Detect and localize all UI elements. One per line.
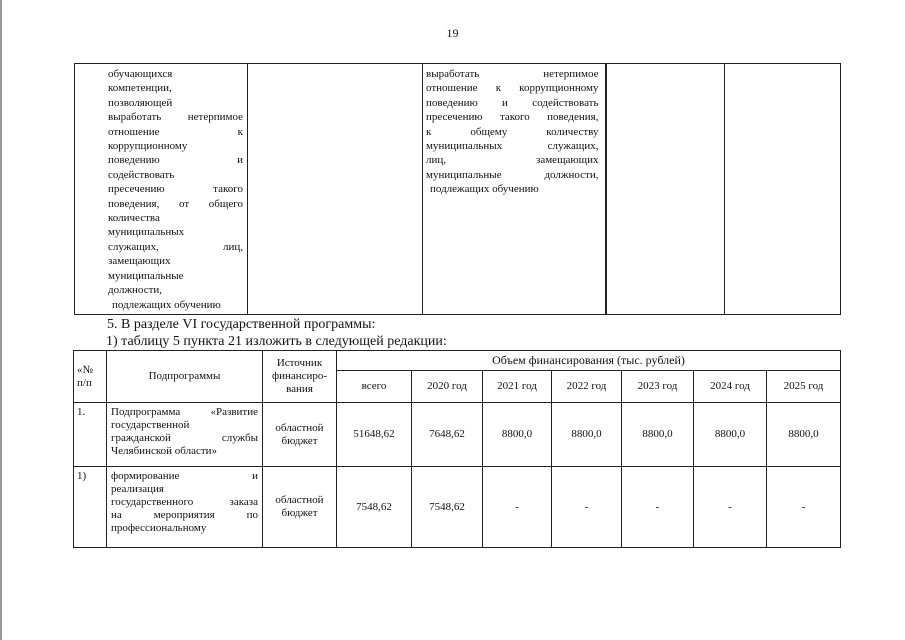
text-line: пресечению такого поведения,	[426, 111, 599, 124]
text-line: реализация	[111, 483, 164, 495]
value-2020: 7648,62	[412, 403, 483, 467]
page-number: 19	[446, 26, 459, 40]
value-total: 7548,62	[337, 467, 412, 548]
value-2025: 8800,0	[767, 403, 841, 467]
header-year: 2024 год	[694, 371, 767, 403]
text-line: профессиональному	[111, 522, 207, 534]
text-line: компетенции,	[108, 82, 172, 95]
row-subprogram-name	[107, 467, 263, 548]
text-line: содействовать	[108, 168, 175, 181]
value-2024: -	[694, 467, 767, 548]
text-line: муниципальных	[108, 226, 185, 239]
row-subprogram-name	[107, 403, 263, 467]
header-subprograms: Подпрограммы	[107, 351, 263, 403]
text-line: Подпрограмма «Развитие	[111, 406, 258, 418]
row-source	[263, 467, 337, 548]
value-2025: -	[767, 467, 841, 548]
header-year: 2023 год	[622, 371, 694, 403]
header-num-line: п/п	[77, 376, 92, 389]
value-2021: -	[483, 467, 552, 548]
empty-cell	[606, 64, 725, 315]
value-2022: 8800,0	[552, 403, 622, 467]
continued-indicators-table	[74, 63, 841, 315]
text-line: муниципальных служащих,	[426, 140, 599, 153]
empty-cell	[248, 64, 423, 315]
text-line: обучающихся	[108, 68, 173, 80]
header-num-line: «№	[77, 363, 93, 376]
text-line: муниципальные должности,	[426, 168, 599, 181]
text-line: выработать нетерпимое	[426, 68, 599, 80]
header-source-line: Источник	[276, 357, 323, 369]
header-source	[263, 351, 337, 403]
item-heading: 1) таблицу 5 пункта 21 изложить в следующей редакции:	[106, 334, 447, 349]
header-source-line: вания	[286, 383, 313, 395]
indicator-description-cell	[75, 64, 248, 315]
text-line: на мероприятия по	[111, 509, 258, 521]
value-2021: 8800,0	[483, 403, 552, 467]
value-2023: 8800,0	[622, 403, 694, 467]
text-line: гражданской службы	[111, 432, 258, 444]
text-line: подлежащих обучению	[112, 298, 221, 311]
financing-table	[73, 350, 841, 548]
header-year: 2025 год	[767, 371, 841, 403]
value-2024: 8800,0	[694, 403, 767, 467]
header-year: 2022 год	[552, 371, 622, 403]
text-line: отношение к коррупционному	[426, 82, 599, 95]
text-line: отношение к	[108, 125, 243, 138]
calculation-method-cell	[423, 64, 606, 315]
text-line: государственной	[111, 419, 190, 431]
text-line: лиц, замещающих	[426, 154, 599, 167]
table-row	[74, 403, 841, 467]
value-2022: -	[552, 467, 622, 548]
source-line: бюджет	[281, 507, 318, 519]
empty-cell	[725, 64, 841, 315]
source-line: областной	[275, 494, 324, 506]
text-line: поведения, от общего	[108, 197, 243, 210]
page-left-edge	[0, 0, 2, 640]
text-line: государственного заказа	[111, 496, 258, 508]
row-num: 1)	[74, 467, 107, 548]
text-line: должности,	[108, 284, 163, 297]
header-year: 2020 год	[412, 371, 483, 403]
text-line: количества	[108, 212, 160, 225]
source-line: бюджет	[281, 434, 318, 447]
text-line: подлежащих обучению	[430, 183, 539, 196]
header-year: всего	[337, 371, 412, 403]
text-line: Челябинской области»	[111, 445, 218, 457]
text-line: поведению и	[108, 154, 243, 167]
header-volume: Объем финансирования (тыс. рублей)	[337, 351, 841, 371]
text-line: формирование и	[111, 470, 258, 482]
text-line: замещающих	[108, 255, 171, 268]
section-heading: 5. В разделе VI государственной программы:	[107, 317, 376, 332]
text-line: поведению и содействовать	[426, 96, 599, 109]
row-source	[263, 403, 337, 467]
header-year: 2021 год	[483, 371, 552, 403]
text-line: муниципальные	[108, 269, 184, 282]
value-2023: -	[622, 467, 694, 548]
text-line: к общему количеству	[426, 125, 599, 138]
source-line: областной	[275, 421, 324, 434]
value-total: 51648,62	[337, 403, 412, 467]
text-line: выработать нетерпимое	[108, 111, 243, 124]
value-2020: 7548,62	[412, 467, 483, 548]
text-line: пресечению такого	[108, 183, 243, 196]
header-num	[74, 351, 107, 403]
header-source-line: финансиро-	[271, 370, 328, 382]
text-line: служащих, лиц,	[108, 240, 243, 253]
table-row	[74, 467, 841, 548]
text-line: коррупционному	[108, 140, 188, 153]
row-num: 1.	[74, 403, 107, 467]
text-line: позволяющей	[108, 96, 173, 109]
